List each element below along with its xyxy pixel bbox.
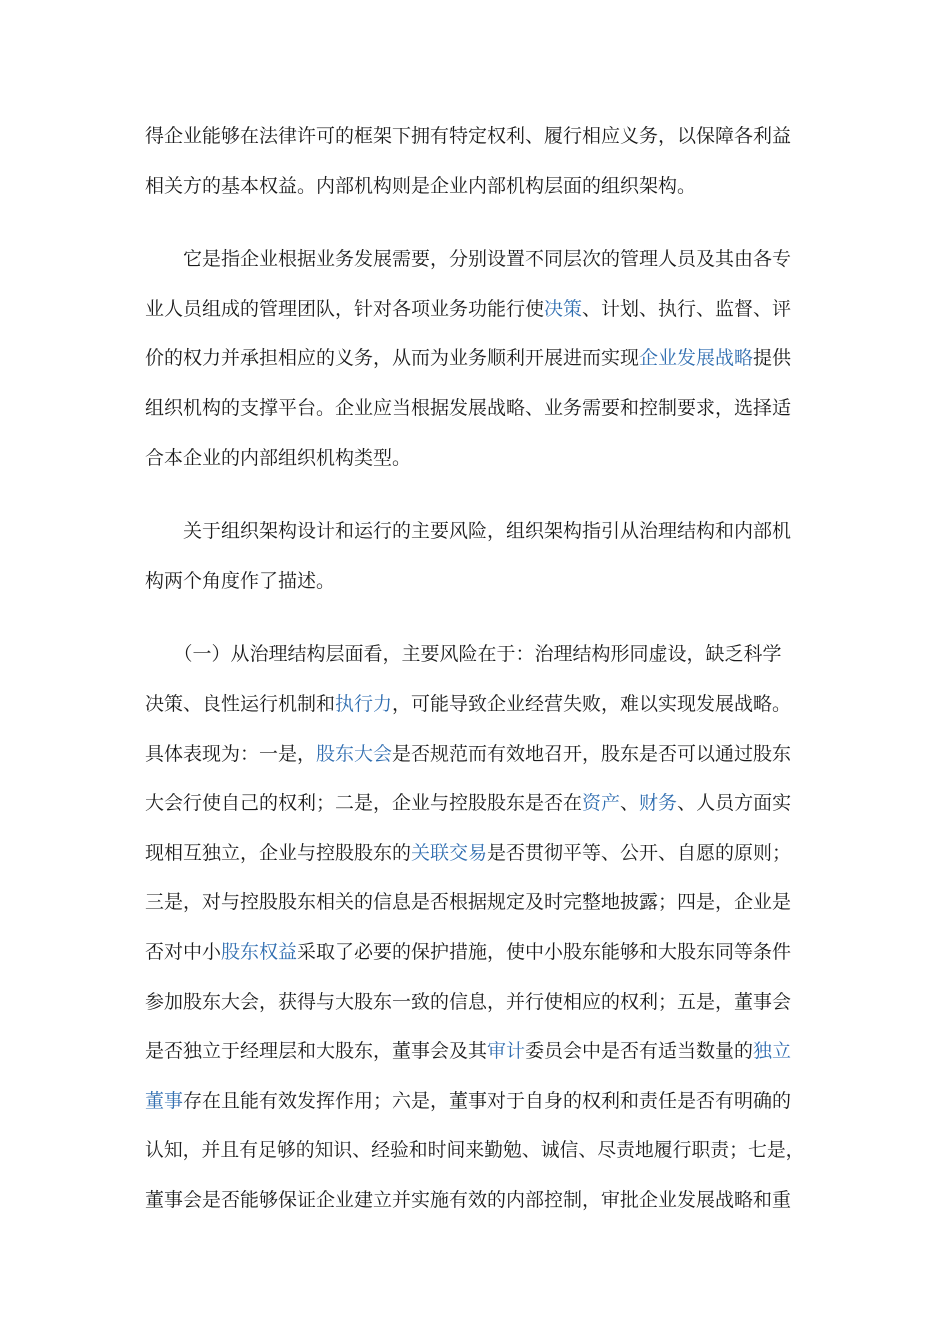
text-run: 、: [620, 792, 640, 815]
text-run: 构两个角度作了描述。: [145, 569, 336, 592]
term-link[interactable]: 财务: [639, 792, 678, 815]
term-link[interactable]: 决策: [544, 297, 583, 320]
text-line: [145, 829, 805, 879]
text-run: 提供: [753, 347, 792, 370]
text-line: [145, 162, 805, 212]
text-run: 采取了必要的保护措施，使中小股东能够和大股东同等条件: [297, 940, 792, 963]
text-run: ，可能导致企业经营失败，难以实现发展战略。: [392, 692, 792, 715]
text-run: 、人员方面实: [677, 792, 792, 815]
text-line: [145, 779, 805, 829]
text-line: [145, 1077, 805, 1127]
text-line: [145, 507, 805, 557]
text-run: 存在且能有效发挥作用；六是，董事对于自身的权利和责任是否有明确的: [183, 1089, 792, 1112]
text-run: 价的权力并承担相应的义务，从而为业务顺利开展进而实现: [145, 347, 640, 370]
text-run: 否对中小: [145, 940, 222, 963]
text-line: [145, 112, 805, 162]
text-line: [145, 384, 805, 434]
text-run: 具体表现为：一是，: [145, 742, 317, 765]
text-run: 三是，对与控股股东相关的信息是否根据规定及时完整地披露；四是，企业是: [145, 891, 792, 914]
paragraph-gap: [145, 606, 805, 630]
document-body: [145, 112, 805, 1225]
term-link[interactable]: 关联交易: [411, 841, 488, 864]
text-line: [145, 1126, 805, 1176]
text-line: [145, 557, 805, 607]
text-line: [145, 1027, 805, 1077]
paragraph-gap: [145, 483, 805, 507]
text-run: 它是指企业根据业务发展需要，分别设置不同层次的管理人员及其由各专: [145, 248, 792, 271]
text-run: 是否贯彻平等、公开、自愿的原则；: [487, 841, 792, 864]
text-line: [145, 235, 805, 285]
paragraph: [145, 630, 805, 1225]
term-link[interactable]: 企业发展战略: [639, 347, 754, 370]
text-line: [145, 630, 805, 680]
paragraph-gap: [145, 211, 805, 235]
term-link[interactable]: 股东大会: [316, 742, 393, 765]
text-run: 大会行使自己的权利；二是，企业与控股股东是否在: [145, 792, 583, 815]
term-link[interactable]: 董事: [145, 1089, 184, 1112]
text-run: （一）从治理结构层面看，主要风险在于：治理结构形同虚设，缺乏科学: [145, 643, 782, 666]
term-link[interactable]: 审计: [487, 1040, 526, 1063]
text-run: 参加股东大会，获得与大股东一致的信息，并行使相应的权利；五是，董事会: [145, 990, 792, 1013]
term-link[interactable]: 执行力: [335, 692, 393, 715]
paragraph: [145, 235, 805, 483]
text-run: 关于组织架构设计和运行的主要风险，组织架构指引从治理结构和内部机: [145, 520, 792, 543]
text-run: 认知，并且有足够的知识、经验和时间来勤勉、诚信、尽责地履行职责；七是，: [145, 1140, 805, 1162]
text-run: 业人员组成的管理团队，针对各项业务功能行使: [145, 297, 545, 320]
text-run: 是否独立于经理层和大股东，董事会及其: [145, 1040, 488, 1063]
text-run: 委员会中是否有适当数量的: [525, 1040, 754, 1063]
text-run: 得企业能够在法律许可的框架下拥有特定权利、履行相应义务，以保障各利益: [145, 125, 792, 147]
text-line: [145, 434, 805, 484]
text-line: [145, 878, 805, 928]
text-run: 、计划、执行、监督、评: [582, 297, 792, 320]
text-line: [145, 1176, 805, 1226]
paragraph: [145, 112, 805, 211]
text-line: [145, 285, 805, 335]
text-run: 现相互独立，企业与控股股东的: [145, 841, 412, 864]
term-link[interactable]: 股东权益: [221, 940, 298, 963]
text-line: [145, 978, 805, 1028]
text-line: [145, 928, 805, 978]
paragraph: [145, 507, 805, 606]
text-run: 董事会是否能够保证企业建立并实施有效的内部控制，审批企业发展战略和重: [145, 1188, 792, 1211]
text-line: [145, 680, 805, 730]
text-run: 相关方的基本权益。内部机构则是企业内部机构层面的组织架构。: [145, 174, 697, 197]
text-run: 决策、良性运行机制和: [145, 692, 336, 715]
text-line: [145, 730, 805, 780]
text-line: [145, 334, 805, 384]
term-link[interactable]: 独立: [753, 1040, 792, 1063]
text-run: 是否规范而有效地召开，股东是否可以通过股东: [392, 742, 792, 765]
text-run: 组织机构的支撑平台。企业应当根据发展战略、业务需要和控制要求，选择适: [145, 396, 792, 419]
term-link[interactable]: 资产: [582, 792, 621, 815]
text-run: 合本企业的内部组织机构类型。: [145, 446, 412, 469]
